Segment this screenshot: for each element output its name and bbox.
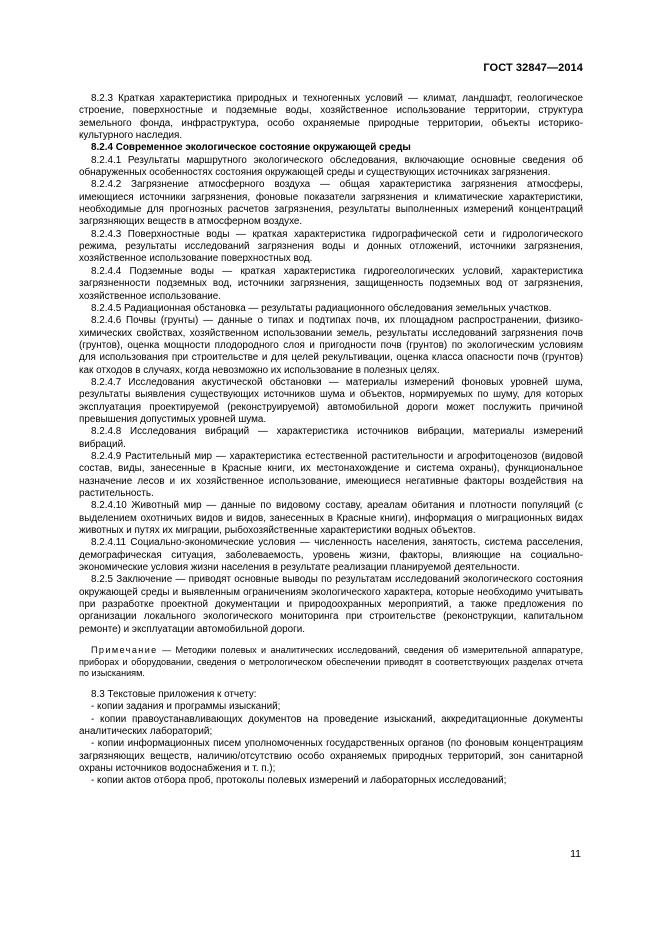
paragraph-8-2-4-8: 8.2.4.8 Исследования вибраций — характеристика источников вибрации, материалы измерений вибраций. xyxy=(79,426,583,450)
paragraph-8-2-3: 8.2.3 Краткая характеристика природных и техногенных условий — климат, ландшафт, геологическое строение, поверхностные и подземные воды, хозяйственное использование территории, структура земельного фонда, инфраструктура, особо охраняемые природные территории, объекты историко-культурного наследия. xyxy=(79,93,583,142)
paragraph-8-2-4-4: 8.2.4.4 Подземные воды — краткая характеристика гидрогеологических условий, характеристика загрязненности подземных вод, источники загрязнения, защищенность подземных вод от загрязнения, хозяйственное использование. xyxy=(79,265,583,302)
section-8-2 xyxy=(79,93,583,636)
note-label: Примечание xyxy=(91,645,158,656)
list-item: - копии задания и программы изысканий; xyxy=(91,701,281,713)
list-item: - копии актов отбора проб, протоколы полевых измерений и лабораторных исследований; xyxy=(91,775,507,787)
paragraph-8-2-4-10: 8.2.4.10 Животный мир — данные по видовому составу, ареалам обитания и плотности популяций (с выделением охотничьих видов и видов, занесенных в Красные книги), информация о миграционных видах животных и путях их миграции, рыбохозяйственные характеристики водных объектов. xyxy=(79,500,583,537)
paragraph-8-3: 8.3 Текстовые приложения к отчету: xyxy=(91,688,257,700)
heading-8-2-4: 8.2.4 Современное экологическое состояние окружающей среды xyxy=(91,142,411,154)
section-8-3 xyxy=(79,689,583,788)
paragraph-8-2-5: 8.2.5 Заключение — приводят основные выводы по результатам исследований экологического состояния окружающей среды и выявленным ограничениям экологического характера, которые необходимо учитывать при разработке проектной документации и природоохранных мероприятий, а также предложения по организации локального экологического мониторинга при строительстве (реконструкции, капитальном ремонте) и эксплуатации автомобильной дороги. xyxy=(79,574,583,635)
paragraph-8-2-4-1: 8.2.4.1 Результаты маршрутного экологического обследования, включающие основные сведения об обнаруженных особенностях состояния окружающей среды и существующих источниках загрязнения. xyxy=(79,154,583,179)
list-item: - копии информационных писем уполномоченных государственных органов (по фоновым концентрациям загрязняющих веществ, наличию/отсутствию особо охраняемых природных территорий, зон санитарной охраны источников водоснабжения и т. п.); xyxy=(79,738,583,774)
note-text: — Методики полевых и аналитических исследований, сведения об измерительной аппаратуре, приборах и оборудовании, сведения о метрологическом обеспечении приводят в соответствующих разделах отчета по изысканиям. xyxy=(79,645,583,679)
paragraph-8-2-4-3: 8.2.4.3 Поверхностные воды — краткая характеристика гидрографической сети и гидрологического режима, результаты исследований загрязнения воды и донных отложений, источники загрязнения, хозяйственное использование поверхностных вод. xyxy=(79,228,583,265)
paragraph-8-2-4-2: 8.2.4.2 Загрязнение атмосферного воздуха — общая характеристика загрязнения атмосферы, имеющиеся источники загрязнения, фоновые показатели загрязнения и климатические характеристики, необходимые для прогнозных расчетов загрязнения, результаты выполненных измерений концентраций загрязняющих веществ в атмосферном воздухе. xyxy=(79,179,583,228)
paragraph-8-2-4-9: 8.2.4.9 Растительный мир — характеристика естественной растительности и агрофитоценозов (видовой состав, виды, занесенные в Красные книги, их местонахождение и система охраны), функциональное назначение лесов и их хозяйственное использование, имеющиеся негативные факторы воздействия на растительность. xyxy=(79,450,583,499)
paragraph-8-2-4-5: 8.2.4.5 Радиационная обстановка — результаты радиационного обследования земельных участков. xyxy=(91,302,552,314)
paragraph-8-2-4-11: 8.2.4.11 Социально-экономические условия — численность населения, занятость, система расселения, демографическая ситуация, заболеваемость, уровень жизни, факторы, влияющие на социально-экономические условия жизни населения в результате реализации планируемой деятельности. xyxy=(79,537,583,574)
page-number: 11 xyxy=(570,848,581,860)
document-body xyxy=(79,93,583,788)
document-header: ГОСТ 32847—2014 xyxy=(483,62,583,74)
note xyxy=(79,645,583,680)
paragraph-8-2-4-7: 8.2.4.7 Исследования акустической обстановки — материалы измерений фоновых уровней шума, результаты выявления существующих источников шума и объектов, нормируемых по шуму, для которых эксплуатация проектируемой (реконструируемой) автомобильной дороги может послужить причиной превышения допустимых уровней шума. xyxy=(79,376,583,425)
list-item: - копии правоустанавливающих документов на проведение изысканий, аккредитационные документы аналитических лабораторий; xyxy=(79,713,583,737)
paragraph-8-2-4-6: 8.2.4.6 Почвы (грунты) — данные о типах и подтипах почв, их площадном распространении, физико-химических свойствах, хозяйственном использовании земель, результаты исследований загрязнения почв (грунтов), оценка мощности плодородного слоя и пригодности почв (грунтов) по экологическим условиям для использования при строительстве и для целей рекультивации, оценка класса опасности почв (грунтов) как отходов в случаях, когда невозможно их использование в полезных целях. xyxy=(79,315,583,376)
